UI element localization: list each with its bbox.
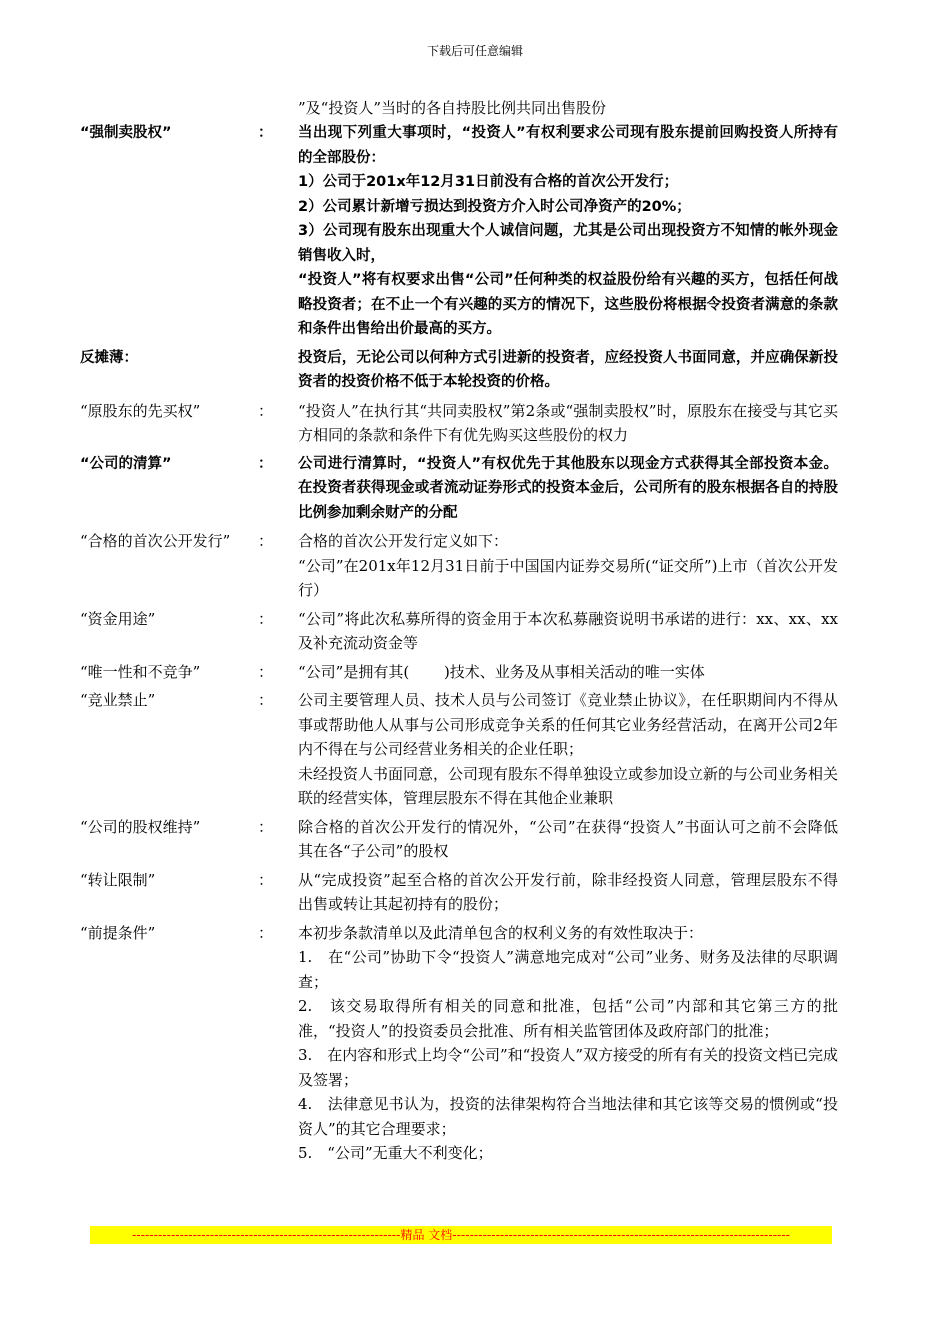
- term-row: [80, 346, 840, 395]
- description-line: 除合格的首次公开发行的情况外，“公司”在获得“投资人”书面认可之前不会降低其在各“子公司”的股权: [298, 817, 838, 860]
- description-line: “公司”是拥有其( )技术、业务及从事相关活动的唯一实体: [298, 662, 705, 681]
- term-row: [80, 815, 840, 864]
- term-description: [298, 688, 838, 811]
- term-row: [80, 607, 840, 656]
- term-row: [80, 529, 840, 603]
- description-line: 当出现下列重大事项时，“投资人”有权利要求公司现有股东提前回购投资人所持有的全部股份：: [298, 125, 838, 166]
- description-line: 公司主要管理人员、技术人员与公司签订《竞业禁止协议》，在任职期间内不得从事或帮助他人从事与公司形成竞争关系的任何其它业务经营活动，在离开公司2年内不得在与公司经营业务相关的企业任职；: [298, 691, 838, 758]
- term-label: “竞业禁止”: [80, 691, 156, 709]
- term-colon: ：: [258, 923, 274, 942]
- term-label: “唯一性和不竞争”: [80, 662, 201, 681]
- term-label: 反摊薄：: [80, 349, 138, 366]
- term-description: [298, 399, 838, 448]
- term-description: [298, 660, 838, 685]
- page-footer: [90, 1226, 832, 1244]
- term-sheet-list: [80, 121, 840, 1170]
- term-label: “强制卖股权”: [80, 125, 172, 141]
- page-header: 下载后可任意编辑: [426, 44, 523, 58]
- term-description: [298, 346, 838, 395]
- description-line: 从“完成投资”起至合格的首次公开发行前，除非经投资人同意，管理层股东不得出售或转让其起初持有的股份；: [298, 870, 838, 913]
- term-label: “资金用途”: [80, 609, 156, 628]
- term-description: [298, 452, 838, 526]
- term-colon: ：: [258, 662, 274, 681]
- term-colon: ：: [258, 455, 273, 472]
- term-row: [80, 660, 840, 685]
- description-line: “公司”在201x年12月31日前于中国国内证券交易所(“证交所”)上市（首次公开发行）: [298, 556, 838, 599]
- description-line: 投资后，无论公司以何种方式引进新的投资者，应经投资人书面同意，并应确保新投资者的投资价格不低于本轮投资的价格。: [298, 349, 838, 390]
- description-line: “投资人”在执行其“共同卖股权”第2条或“强制卖股权”时，原股东在接受与其它买方相同的条款和条件下有优先购买这些股份的权力: [298, 401, 838, 444]
- description-line: 2）公司累计新增亏损达到投资方介入时公司净资产的20%；: [298, 198, 691, 215]
- term-description: [298, 815, 838, 864]
- term-label: “合格的首次公开发行”: [80, 532, 231, 550]
- term-colon: ：: [258, 125, 273, 141]
- description-line: “公司”将此次私募所得的资金用于本次私募融资说明书承诺的进行：xx、xx、xx及补充流动资金等: [298, 609, 838, 652]
- footer-dashes-right: ------------------------------------------------------------------------------: [452, 1228, 791, 1242]
- continuation-line: ”及“投资人”当时的各自持股比例共同出售股份: [298, 99, 607, 117]
- term-row: [80, 921, 840, 1166]
- description-line: 5. “公司”无重大不利变化；: [298, 1144, 493, 1162]
- footer-label: 精品 文档: [400, 1228, 453, 1242]
- description-line: 3）公司现有股东出现重大个人诚信问题，尤其是公司出现投资方不知情的帐外现金销售收入时，: [298, 223, 838, 264]
- description-line: 本初步条款清单以及此清单包含的权利义务的有效性取决于：: [298, 923, 704, 942]
- term-row: [80, 452, 840, 526]
- term-description: [298, 921, 838, 1166]
- term-description: [298, 121, 838, 342]
- term-label: “公司的清算”: [80, 455, 172, 472]
- term-row: [80, 121, 840, 342]
- footer-dashes-left: --------------------------------------------------------------: [131, 1228, 401, 1242]
- term-colon: ：: [258, 817, 274, 836]
- term-colon: [252, 346, 298, 395]
- description-line: 公司进行清算时，“投资人”有权优先于其他股东以现金方式获得其全部投资本金。在投资者获得现金或者流动证券形式的投资本金后，公司所有的股东根据各自的持股比例参加剩余财产的分配: [298, 455, 838, 521]
- description-line: 3. 在内容和形式上均令“公司”和“投资人”双方接受的所有有关的投资文档已完成及签署；: [298, 1046, 838, 1089]
- term-label: “公司的股权维持”: [80, 817, 201, 836]
- term-row: [80, 399, 840, 448]
- term-row: [80, 868, 840, 917]
- term-colon: ：: [258, 870, 274, 889]
- term-label: “原股东的先买权”: [80, 401, 201, 420]
- term-description: [298, 607, 838, 656]
- term-label: “前提条件”: [80, 923, 156, 942]
- term-label: “转让限制”: [80, 870, 156, 889]
- term-colon: ：: [258, 401, 274, 420]
- description-line: 1. 在“公司”协助下令“投资人”满意地完成对“公司”业务、财务及法律的尽职调查；: [298, 948, 838, 991]
- term-colon: ：: [258, 532, 274, 550]
- description-line: 未经投资人书面同意，公司现有股东不得单独设立或参加设立新的与公司业务相关联的经营实体，管理层股东不得在其他企业兼职: [298, 764, 839, 807]
- term-description: [298, 529, 838, 603]
- description-line: 1）公司于201x年12月31日前没有合格的首次公开发行；: [298, 174, 679, 190]
- description-line: 2. 该交易取得所有相关的同意和批准，包括“公司”内部和其它第三方的批准，“投资人”的投资委员会批准、所有相关监管团体及政府部门的批准；: [298, 997, 838, 1040]
- term-row: [80, 688, 840, 811]
- term-colon: ：: [258, 609, 274, 628]
- description-line: 4. 法律意见书认为，投资的法律架构符合当地法律和其它该等交易的惯例或“投资人”的其它合理要求；: [298, 1095, 838, 1138]
- term-description: [298, 868, 838, 917]
- description-line: 合格的首次公开发行定义如下：: [298, 532, 509, 550]
- description-line: “投资人”将有权要求出售“公司”任何种类的权益股份给有兴趣的买方，包括任何战略投资者；在不止一个有兴趣的买方的情况下，这些股份将根据令投资者满意的条款和条件出售给出价最高的买方。: [298, 272, 838, 337]
- term-colon: ：: [258, 691, 274, 709]
